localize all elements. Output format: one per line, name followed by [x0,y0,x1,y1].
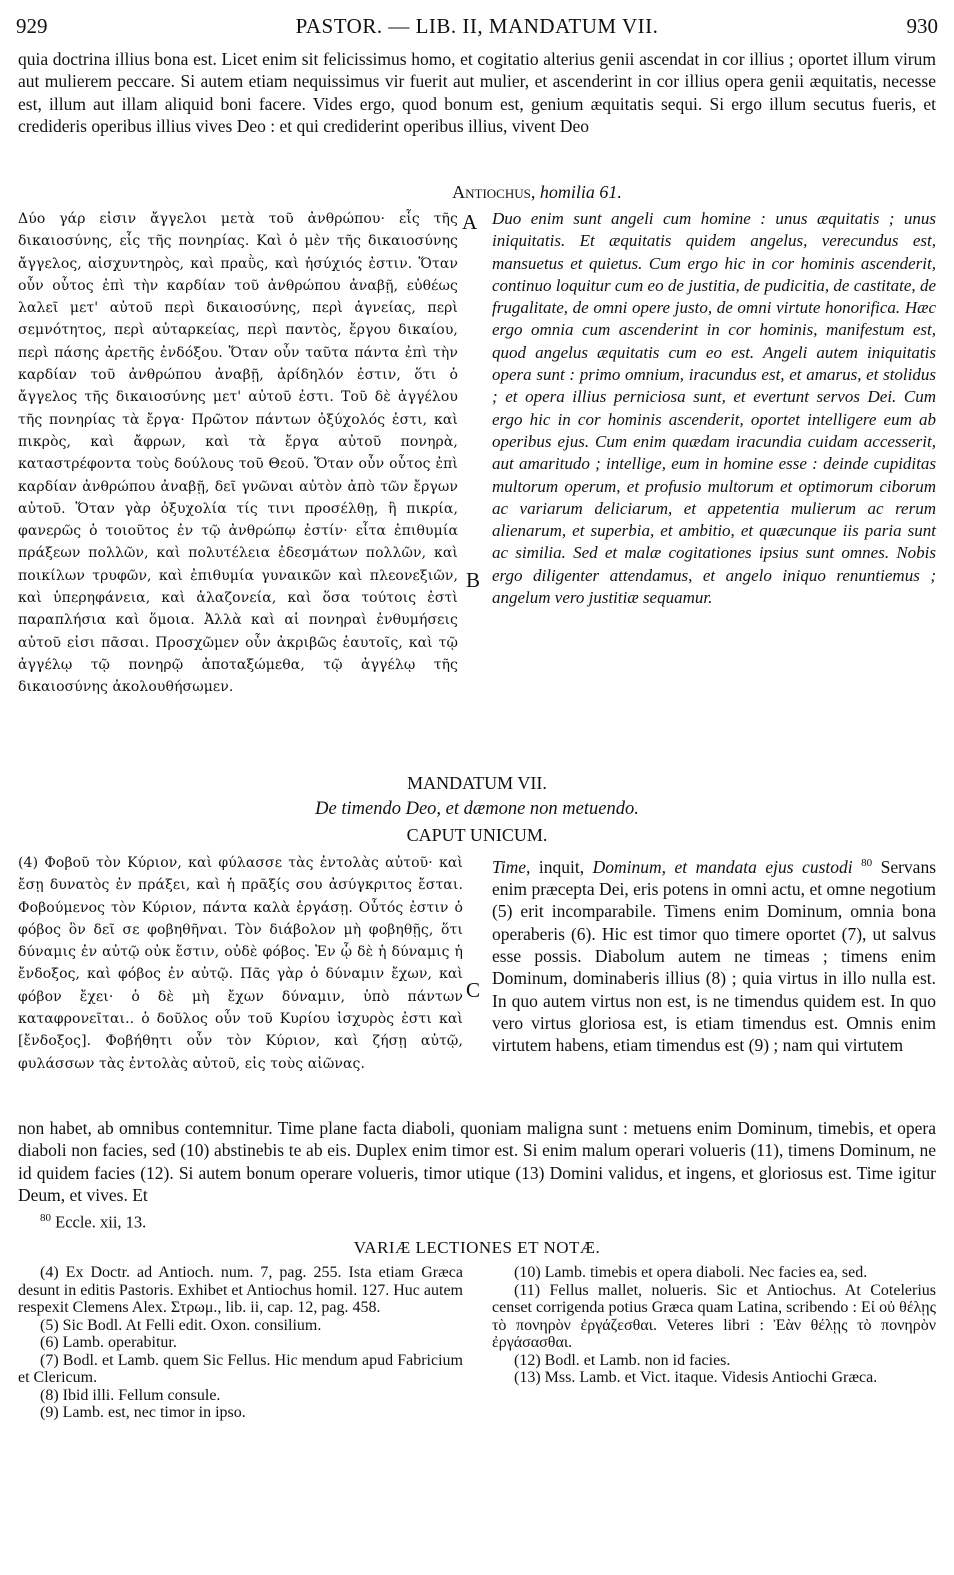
note-item: (10) Lamb. timebis et opera diaboli. Nec facies ea, sed. [514,1264,868,1281]
latin-rest: Servans enim præcepta Dei, eris potens in omni actu, et omne negotium (5) erit incomparabile. Timens enim Dominum, omnia bona operaberis (6). Hic est timor quo timere oportet (7), ut salvus esse possis. Diabolum autem ne timeas ; timens enim Dominum, dominaberis illius (8) ; quia virtus in illo nulla est. In quo autem virtus non est, is ne timendus quidem est. In quo vero virtus gloriosa est, is etiam timendus est. Omnis enim virtutem habens, etiam timendus est (9) ; nam qui virtutem [492,856,937,1056]
variae-title: VARIÆ LECTIONES ET NOTÆ. [353,1238,601,1257]
note-item: (5) Sic Bodl. At Felli edit. Oxon. consilium. [40,1316,322,1334]
latin-column-1: Duo enim sunt angeli cum homine : unus æquitatis ; unus iniquitatis. Et æquitatis quidem angelus, verecundus est, mansuetus et quietus. Cum ergo hic in cor hominis ascenderit, continuo loquitur cum eo de justitia, de pudicitia, de castitate, de frugalitate, de omni opere justo, de omni virtute honorifica. Hæc ergo omnia cum ascenderint in cor hominis, manifestum est, quod angelus æquitatis cum eo est. Angeli autem iniquitatis opera sunt : primo omnium, iracundus est, et amarus, et stolidus ; et opera illius perniciosa sunt, et evertunt servos Dei. Cum ergo hic in cor hominis ascenderit, oportet intelligere eum ab operibus ejus. Cum enim quædam iracundia cuidam accesserit, aut amaritudo ; intellige, eum in homine esse : deinde cupiditas multorum operum, et profusio multorum et optimorum ciborum ac variarum deliciarum, et appetentia mulierum ac rerum alienarum, et superbia, et ambitio, et quæcunque iis paria sunt ac similia. Sed et malæ cogitationes ipsius sunt omnes. Nobis ergo diligenter attendamus, et angelo iniquo renuntiemus ; angelum vero justitiæ sequamur. [492,209,936,608]
running-title: PASTOR. — LIB. II, MANDATUM VII. [295,14,659,38]
notes-left-column [18,1264,463,1422]
note-item: (12) Bodl. et Lamb. non id facies. [514,1351,731,1369]
caput-heading: CAPUT UNICUM. [406,825,548,845]
footnote-reference: 80 [861,857,873,869]
margin-marker-b: B [466,568,481,592]
antiochus-name: Antiochus, [452,182,536,202]
footnote-number: 80 [40,1212,51,1224]
mandatum-title: MANDATUM VII. [407,773,547,793]
page-header [16,14,938,44]
note-item: (13) Mss. Lamb. et Vict. itaque. Videsis Antiochi Græca. [514,1369,878,1386]
notes-right-column [492,1264,936,1387]
left-page-number: 929 [16,14,48,38]
note-item: (8) Ibid illi. Fellum consule. [40,1386,221,1404]
continuation-paragraph: non habet, ab omnibus contemnitur. Time plane facta diaboli, quoniam maligna sunt : metuens enim Dominum, timebis, et opera diaboli non facies, sed (10) abstinebis te ab eis. Duplex enim timor est. Si enim malum operari volueris (11), timens Dominum, ne id quidem facies (12). Si autem bonum operare volueris, timor utique (13) Domini validus, et ingens, et gloriosus est. Time igitur Deum, et vives. Et [18,1118,936,1205]
footnote-text: Eccle. xii, 13. [55,1212,147,1232]
note-item: (7) Bodl. et Lamb. quem Sic Fellus. Hic mendum apud Fabricium et Clericum. [18,1351,463,1386]
latin-inquit: inquit, [530,856,593,877]
footnote-80 [40,1207,640,1234]
margin-marker-a: A [462,210,478,234]
note-item: (6) Lamb. operabitur. [40,1334,177,1351]
latin-dominum: Dominum, et mandata ejus custodi [592,856,853,877]
latin-column-2 [492,852,936,1057]
antiochus-heading [0,182,954,203]
antiochus-homily: homilia 61. [539,182,622,202]
right-page-number: 930 [906,14,938,38]
margin-marker-c: C [466,978,481,1002]
note-item: (4) Ex Doctr. ad Antioch. num. 7, pag. 255. Ista etiam Græca desunt in editis Pastoris. Exhibet et Antiochus homil. 127. Huc autem respexit Clemens Alex. Στρωμ., lib. ii, cap. 12, pag. 458. [18,1264,463,1316]
note-item: (11) Fellus mallet, nolueris. Sic et Antiochus. At Cotelerius censet corrigenda potius Græca quam Latina, scribendo : Εἰ οὐ θέλῃς τὸ πονηρὸν ἐργάζεσθαι. Veteres libri : Ἐὰν θέλῃς τὸ πονηρὸν ἐργάσασθαι. [492,1281,936,1351]
top-paragraph: quia doctrina illius bona est. Licet enim sit felicissimus homo, et cogitatio alterius genii ascendat in cor illius ; oportet illum virum aut mulierem peccare. Si autem etiam nequissimus vir fuerit aut mulier, et ascenderint in cor illius opera genii æquitatis, necesse est, illum aut illam aliquid boni facere. Vides ergo, quod bonum est, genium æquitatis sequi. Si ergo illum secutus fueris, et credideris operibus illius vives Deo : et qui crediderint operibus illius, vivent Deo [18,49,936,136]
mandatum-subtitle: De timendo Deo, et dæmone non metuendo. [315,799,639,819]
note-item: (9) Lamb. est, nec timor in ipso. [40,1404,246,1421]
latin-time: Time, [492,856,531,877]
greek-column-2: (4) Φοβοῦ τὸν Κύριον, καὶ φύλασσε τὰς ἐντολὰς αὐτοῦ· καὶ ἔσῃ δυνατὸς ἐν πράξει, καὶ ἡ πρᾶξίς σου ἀσύγκριτος ἔσται. Φοβούμενος τὸν Κύριον, πάντα καλὰ ἐργάσῃ. Οὗτός ἐστιν ὁ φόβος ὃν δεῖ σε φοβηθῆναι. Τὸν διάβολον μὴ φοβηθῇς, ὅτι δύναμις ἐν αὐτῷ οὐκ ἔστιν, οὐδὲ φόβος. Ἐν ᾧ δὲ ἡ δύναμις ἡ ἔνδοξος, καὶ φόβος ἐν αὐτῷ. Πᾶς γὰρ ὁ δύναμιν ἔχων, καὶ φόβον ἔχει· ὁ δὲ μὴ ἔχων δύναμιν, ὑπὸ πάντων καταφρονεῖται.. ὁ δοῦλος οὖν τοῦ Κυρίου ἰσχυρὸς ἐστι καὶ [ἔνδοξος]. Φοβήθητι οὖν τὸν Κύριον, καὶ ζήσῃ αὐτῷ, φυλάσσων τὰς ἐντολὰς αὐτοῦ, εἰς τοὺς αἰῶνας. [18,855,463,1072]
greek-column-1: Δύο γάρ εἰσιν ἄγγελοι μετὰ τοῦ ἀνθρώπου· εἷς τῆς δικαιοσύνης, εἷς τῆς πονηρίας. Καὶ ὁ μὲν τῆς δικαιοσύνης ἄγγελος, αἰσχυντηρὸς, καὶ πραῢς, καὶ ἡσύχιός ἐστιν. Ὅταν οὖν οὗτος ἐπὶ τὴν καρδίαν τοῦ ἀνθρώπου ἀναβῇ, εὐθέως λαλεῖ μετ' αὐτοῦ περὶ δικαιοσύνης, περὶ ἁγνείας, περὶ σεμνότητος, περὶ αὐταρκείας, περὶ παντὸς, ἔργου δικαίου, περὶ πάσης ἀρετῆς ἐνδόξου. Ὅταν οὖν ταῦτα πάντα ἐπὶ τὴν καρδίαν τοῦ ἀνθρώπου ἀναβῇ, ἀρίδηλόν ἐστιν, ὅτι ὁ ἄγγελος τῆς δικαιοσύνης μετ' αὐτοῦ ἐστι. Τοῦ δὲ ἀγγέλου τῆς πονηρίας τὰ ἔργα· Πρῶτον πάντων ὀξύχολός ἐστι, καὶ πικρὸς, καὶ ἄφρων, καὶ τὰ ἔργα αὐτοῦ πονηρὰ, καταστρέφοντα τοὺς δούλους τοῦ Θεοῦ. Ὅταν οὖν οὗτος ἐπὶ καρδίαν ἀνθρώπου ἀναβῇ, δεῖ γνῶναι αὐτὸν ἀπὸ τῶν ἔργων αὐτοῦ. Ὅταν γὰρ ὀξυχολία τίς τινι προσέλθῃ, ἢ πικρία, φανερῶς ὁ τοιοῦτος ἐν τῷ ἀνθρώπῳ ἐστίν· εἶτα ἐπιθυμία πράξεων πολλῶν, καὶ πολυτέλεια ἐδεσμάτων πολλῶν, καὶ ποικίλων τρυφῶν, καὶ ἐπιθυμία γυναικῶν καὶ πλεονεξιῶν, καὶ ὑπερηφάνεια, καὶ ἀλαζονεία, καὶ ὅσα τούτοις ἐστὶ παραπλήσια καὶ ὅμοια. Ἀλλὰ καὶ αἱ πονηραὶ ἐνθυμήσεις αὐτοῦ εἰσι πᾶσαι. Προσχῶμεν οὖν ἀκριβῶς ἑαυτοῖς, καὶ τῷ ἀγγέλῳ τῷ πονηρῷ ἀποταξώμεθα, τῷ ἀγγέλῳ τῆς δικαιοσύνης ἀκολουθήσωμεν. [18,211,458,696]
